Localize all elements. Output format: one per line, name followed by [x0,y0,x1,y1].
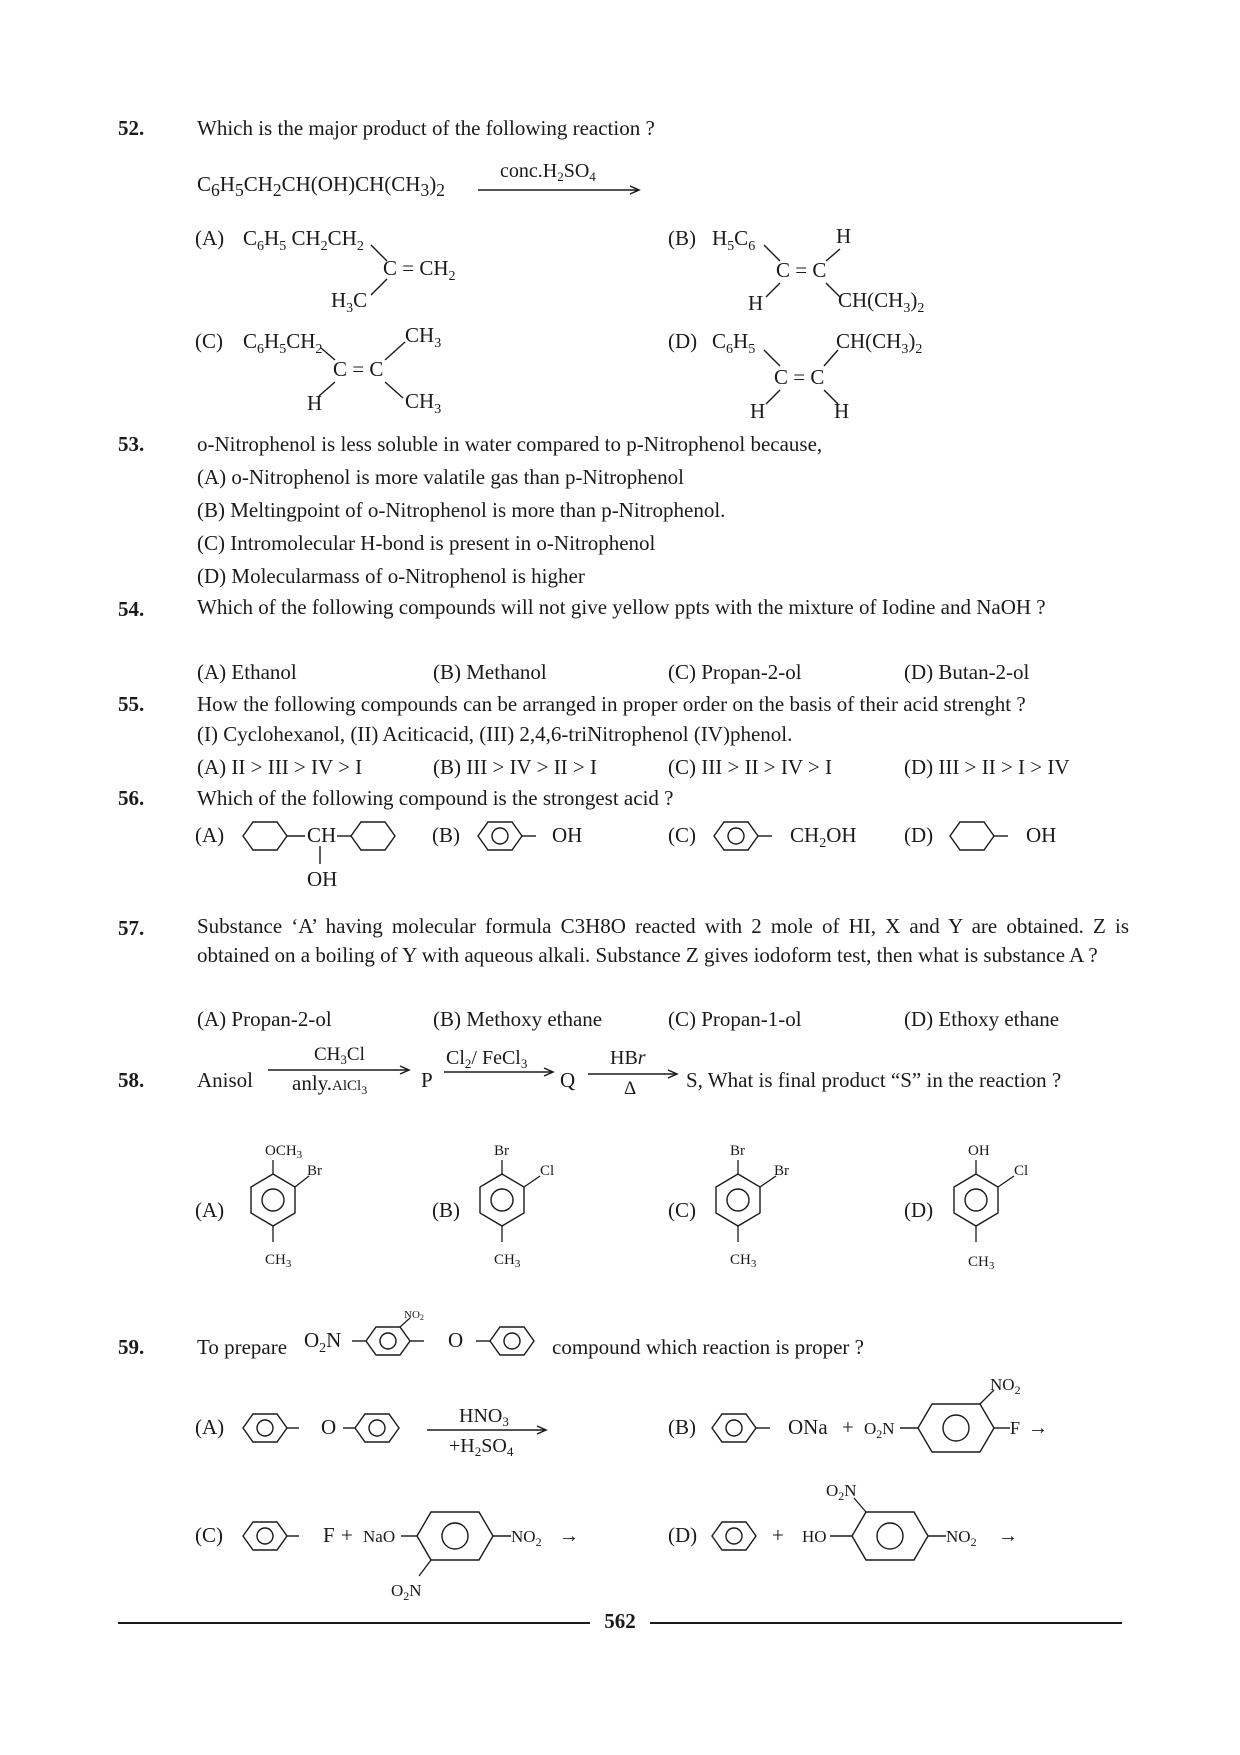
q53-option-a[interactable]: (A) o-Nitrophenol is more valatile gas than p-Nitrophenol [197,465,684,489]
svg-text:CH3: $CH_3$ [968,1254,995,1272]
svg-text:(C): (C) [195,329,223,353]
svg-text:(C): (C) [668,1198,696,1222]
svg-text:NO2: $NO_2$ [511,1527,542,1549]
svg-text:O2N: $O_2N$ [391,1581,422,1603]
question-57-text: Substance ‘A’ having molecular formula C3H8O reacted with 2 mole of HI, X and Y are obtained. Z is obtained on a boiling of Y with aqueous alkali. Substance Z gives iodoform test, then what is substance A ? [197,914,1129,967]
question-55-text: How the following compounds can be arranged in proper order on the basis of their acid strenght ? [197,692,1026,716]
q53-option-c[interactable]: (C) Intromolecular H-bond is present in o-Nitrophenol [197,531,656,555]
q56-option-c[interactable] [668,818,888,858]
q58-start-compound: Anisol [197,1068,254,1092]
q59-text-post: compound which reaction is proper ? [552,1335,864,1359]
q58-step3-arrow [588,1044,684,1100]
q52-option-a[interactable] [195,225,495,315]
benzene-ring-icon [714,822,758,850]
svg-text:H5C6: $H_5C_6$ [712,226,756,254]
svg-text:C = CH2: $C = CH_2$ [383,256,456,284]
svg-text:H: H [834,399,850,423]
question-53-text: o-Nitrophenol is less soluble in water compared to p-Nitrophenol because, [197,432,823,456]
benzene-ring-icon [852,1512,928,1560]
cyclohexane-ring-icon [243,822,287,850]
svg-text:OCH3: $OCH_3$ [265,1143,303,1161]
svg-text:H: H [750,399,766,423]
question-58-number: 58. [118,1068,145,1092]
svg-text:Br: Br [774,1163,789,1179]
q55-option-d[interactable]: (D) III > II > I > IV [904,755,1070,779]
q58-option-a[interactable] [195,1140,375,1280]
question-56-text: Which of the following compound is the strongest acid ? [197,786,674,810]
benzene-ring-icon [712,1414,756,1442]
svg-text:OH: OH [307,867,338,891]
svg-text:NaO: NaO [363,1527,396,1546]
svg-text:OH: OH [552,823,583,847]
svg-text:H: H [307,391,323,415]
svg-text:NO2: NO2 [404,1309,424,1322]
svg-text:C6H5CH2: $C_6H_5CH_2$ [243,329,323,357]
svg-text:+: + [842,1415,854,1439]
question-56-number: 56. [118,786,145,810]
question-54-text: Which of the following compounds will not give yellow ppts with the mixture of Iodine and NaOH ? [197,595,1046,619]
svg-text:H3C: $H_3C$ [331,288,368,316]
svg-text:H: H [836,224,852,248]
page-number: 562 [604,1609,636,1633]
q55-option-b[interactable]: (B) III > IV > II > I [433,755,598,779]
q57-option-a[interactable]: (A) Propan-2-ol [197,1007,332,1031]
svg-text:O: O [448,1328,464,1352]
q52-reaction: $C_6H_5CH_2CH(OH)CH(CH_3)_2$ [197,172,445,201]
q54-option-c[interactable]: (C) Propan-2-ol [668,660,802,684]
q59-option-c[interactable] [195,1500,615,1610]
q59-option-d[interactable] [668,1478,1088,1588]
question-54-number: 54. [118,597,145,621]
svg-text:C = C: C = C [776,258,827,282]
svg-text:HNO3: $HNO_3$ [459,1405,509,1429]
svg-text:(C): (C) [195,1523,223,1547]
q52-reagent-arrow [478,158,648,198]
svg-text:C = C: C = C [774,365,825,389]
svg-text:O2N: $O_2N$ [864,1419,895,1441]
q52-option-c[interactable] [195,323,495,418]
svg-text:(D): (D) [904,1198,934,1222]
q52-option-d[interactable] [668,328,968,428]
svg-text:Cl: Cl [540,1163,555,1179]
cyclohexane-ring-icon [351,822,395,850]
q54-option-d[interactable]: (D) Butan-2-ol [904,660,1030,684]
q58-step2-arrow [444,1040,564,1080]
benzene-ring-icon [243,1522,287,1550]
svg-text:CH: CH [307,823,337,847]
question-59-number: 59. [118,1335,145,1359]
svg-text:Br: Br [494,1143,509,1159]
benzene-ring-icon [490,1327,534,1355]
q55-option-c[interactable]: (C) III > II > IV > I [668,755,833,779]
q53-option-b[interactable]: (B) Meltingpoint of o-Nitrophenol is more than p-Nitrophenol. [197,498,726,522]
q56-option-b[interactable] [432,818,632,858]
q57-option-d[interactable]: (D) Ethoxy ethane [904,1007,1060,1031]
q58-tail-text: S, What is final product “S” in the reaction ? [686,1068,1062,1092]
svg-text:→: → [559,1525,579,1547]
q58-intermediate-q: Q [560,1068,576,1092]
svg-text:CH3: $CH_3$ [730,1252,757,1270]
svg-text:CH3: $CH_3$ [265,1252,292,1270]
benzene-ring-icon [480,1174,524,1226]
q53-option-d[interactable]: (D) Molecularmass of o-Nitrophenol is higher [197,564,585,588]
svg-text:CH(CH3)2: $CH(CH_3)_2$ [838,288,925,316]
svg-text:(A): (A) [195,823,225,847]
q59-text-pre: To prepare [197,1335,288,1359]
svg-text:(A): (A) [195,1198,225,1222]
q54-option-b[interactable]: (B) Methanol [433,660,547,684]
benzene-ring-icon [716,1174,760,1226]
svg-text:(D): (D) [904,823,934,847]
svg-text:CH2OH: $CH_2OH$ [790,823,857,851]
question-57-number: 57. [118,916,145,940]
svg-text:F: F [323,1523,335,1547]
svg-text:(D): (D) [668,1523,698,1547]
svg-text:(B): (B) [668,1415,696,1439]
benzene-ring-icon [712,1522,756,1550]
svg-text:→: → [998,1525,1018,1547]
question-53-number: 53. [118,432,145,456]
svg-text:(D): (D) [668,329,698,353]
svg-text:NO2: $NO_2$ [990,1375,1021,1397]
question-52-number: 52. [118,116,145,140]
svg-text:Δ: Δ [624,1078,637,1099]
q59-target-compound [300,1310,550,1370]
svg-text:C = C: C = C [333,357,384,381]
question-55-compounds: (I) Cyclohexanol, (II) Aciticacid, (III) 2,4,6-triNitrophenol (IV)phenol. [197,722,793,746]
svg-text:(C): (C) [668,823,696,847]
benzene-ring-icon [417,1512,493,1560]
svg-text:CH(CH3)2: $CH(CH_3)_2$ [836,329,923,357]
q59-option-b[interactable] [668,1375,1088,1468]
q58-option-d[interactable] [904,1140,1084,1280]
benzene-ring-icon [251,1174,295,1226]
benzene-ring-icon [918,1404,994,1452]
q56-option-a[interactable] [195,818,425,898]
svg-text:+: + [772,1523,784,1547]
svg-text:ONa: ONa [788,1415,828,1439]
q58-option-b[interactable] [432,1140,612,1280]
svg-text:CH3: $CH_3$ [405,389,442,417]
svg-text:anly.AlCl3: anly.AlCl3 [292,1071,368,1097]
q52-option-b[interactable] [668,225,968,320]
svg-text:(B): (B) [432,823,460,847]
svg-text:O: O [321,1415,337,1439]
svg-text:OH: OH [968,1143,990,1159]
svg-text:C6H5: $C_6H_5$ [712,329,756,357]
q54-option-a[interactable]: (A) Ethanol [197,660,297,684]
benzene-ring-icon [478,822,522,850]
q57-option-c[interactable]: (C) Propan-1-ol [668,1007,802,1031]
q57-option-b[interactable]: (B) Methoxy ethane [433,1007,603,1031]
svg-text:+: + [341,1523,353,1547]
svg-text:Br: Br [307,1163,322,1179]
svg-text:Br: Br [730,1143,745,1159]
q58-intermediate-p: P [421,1068,433,1092]
svg-text:OH: OH [1026,823,1057,847]
svg-text:CH3Cl: $CH_3Cl$ [314,1044,365,1067]
svg-text:CH3: $CH_3$ [494,1252,521,1270]
svg-text:HO: HO [802,1527,827,1546]
svg-text:Cl2/ FeCl3: $Cl_2/$ FeCl$_3$ [446,1047,528,1071]
benzene-ring-icon [355,1414,399,1442]
cyclohexane-ring-icon [950,822,994,850]
benzene-ring-icon [954,1174,998,1226]
svg-text:F: F [1010,1418,1021,1438]
benzene-ring-icon [243,1414,287,1442]
q59-option-a[interactable] [195,1400,555,1470]
benzene-ring-icon [366,1327,410,1355]
svg-text:(B): (B) [668,226,696,250]
svg-text:(A): (A) [195,226,225,250]
svg-text:(A): (A) [195,1415,225,1439]
svg-text:HBr: HBr [610,1047,646,1069]
svg-text:O2N: $O_2N$ [304,1328,342,1356]
q56-option-d[interactable] [904,818,1104,858]
svg-text:CH3: $CH_3$ [405,323,442,351]
q55-option-a[interactable]: (A) II > III > IV > I [197,755,363,779]
question-52-text: Which is the major product of the following reaction ? [197,116,655,140]
svg-text:conc.H2SO4: $conc.H_2SO_4$ [500,160,596,184]
svg-text:(B): (B) [432,1198,460,1222]
svg-text:→: → [1028,1417,1048,1439]
svg-text:O2N: $O_2N$ [826,1481,857,1503]
q58-option-c[interactable] [668,1140,848,1280]
question-55-number: 55. [118,692,145,716]
svg-text:H: H [748,291,764,315]
svg-text:NO2: $NO_2$ [946,1527,977,1549]
svg-text:Cl: Cl [1014,1163,1029,1179]
svg-text:+H2SO4: $+H_2SO_4$ [449,1435,514,1459]
svg-text:C6H5 CH2CH2: $C_6H_5$ $CH_2CH_2$ [243,226,364,254]
q58-step1-arrow [268,1040,418,1100]
